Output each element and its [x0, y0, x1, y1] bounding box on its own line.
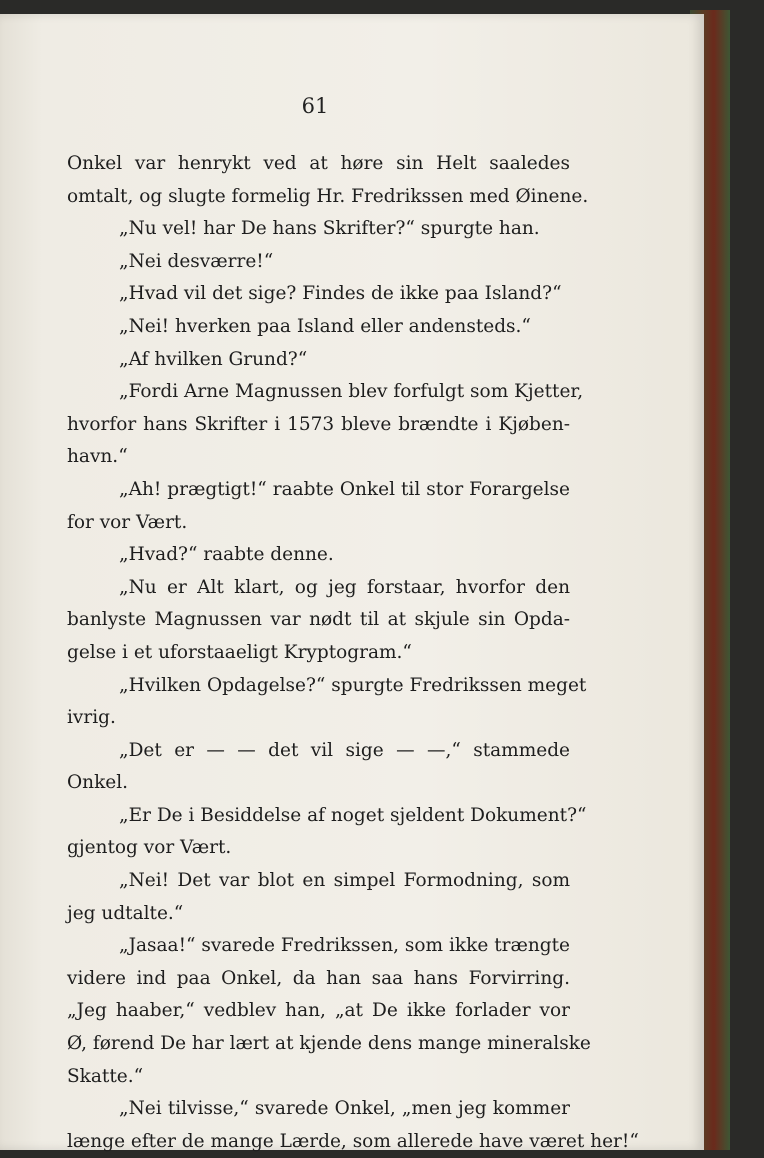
text-line: „Nei tilvisse,“ svarede Onkel, „men jeg kommer — [119, 1098, 570, 1120]
text-line: „Nu er Alt klart, og jeg forstaar, hvorfor den — [119, 576, 570, 598]
text-line: „Hvilken Opdagelse?“ spurgte Fredrikssen meget — [119, 674, 587, 696]
text-line: jeg udtalte.“ — [67, 902, 184, 924]
text-line: „Det er — — det vil sige — —,“ stammede — [119, 739, 570, 761]
text-line: „Af hvilken Grund?“ — [119, 348, 308, 370]
text-line: „Hvad?“ raabte denne. — [119, 544, 334, 566]
text-line: Onkel var henrykt ved at høre sin Helt saaledes — [67, 153, 570, 174]
text-line: „Jasaa!“ svarede Fredrikssen, som ikke trængte — [119, 935, 570, 957]
text-line: „Nei! Det var blot en simpel Formodning, som — [119, 870, 570, 892]
text-line: længe efter de mange Lærde, som allerede have været her!“ — [67, 1130, 639, 1152]
text-line: „Jeg haaber,“ vedblev han, „at De ikke forlader vor — [67, 1000, 570, 1022]
text-line: gjentog vor Vært. — [67, 837, 232, 859]
text-line: ivrig. — [67, 707, 116, 729]
text-line: banlyste Magnussen var nødt til at skjule sin Opda- — [67, 609, 570, 631]
text-line: hvorfor hans Skrifter i 1573 bleve brændte i Kjøben- — [67, 413, 570, 435]
text-line: Skatte.“ — [67, 1065, 144, 1087]
text-line: „Nu vel! har De hans Skrifter?“ spurgte han. — [119, 218, 540, 240]
text-line: „Nei desværre!“ — [119, 250, 274, 272]
text-line: videre ind paa Onkel, da han saa hans Forvirring. — [67, 967, 570, 989]
text-line: Ø, førend De har lært at kjende dens mange mineralske — [67, 1033, 591, 1055]
text-block — [67, 148, 639, 1158]
text-line: Onkel. — [67, 772, 129, 794]
book-page — [0, 14, 704, 1150]
text-line: „Nei! hverken paa Island eller andensteds.“ — [119, 315, 531, 337]
text-line: „Er De i Besiddelse af noget sjeldent Dokument?“ — [119, 804, 587, 826]
text-line: for vor Vært. — [67, 511, 188, 533]
text-line: „Hvad vil det sige? Findes de ikke paa Island?“ — [119, 283, 562, 305]
text-line: omtalt, og slugte formelig Hr. Fredrikssen med Øinene. — [67, 185, 589, 207]
text-line: gelse i et uforstaaeligt Kryptogram.“ — [67, 641, 412, 663]
text-line: „Fordi Arne Magnussen blev forfulgt som Kjetter, — [119, 381, 584, 403]
text-line: havn.“ — [67, 446, 128, 468]
text-line: „Ah! prægtigt!“ raabte Onkel til stor Forargelse — [119, 478, 570, 500]
page-number: 61 — [301, 94, 329, 118]
